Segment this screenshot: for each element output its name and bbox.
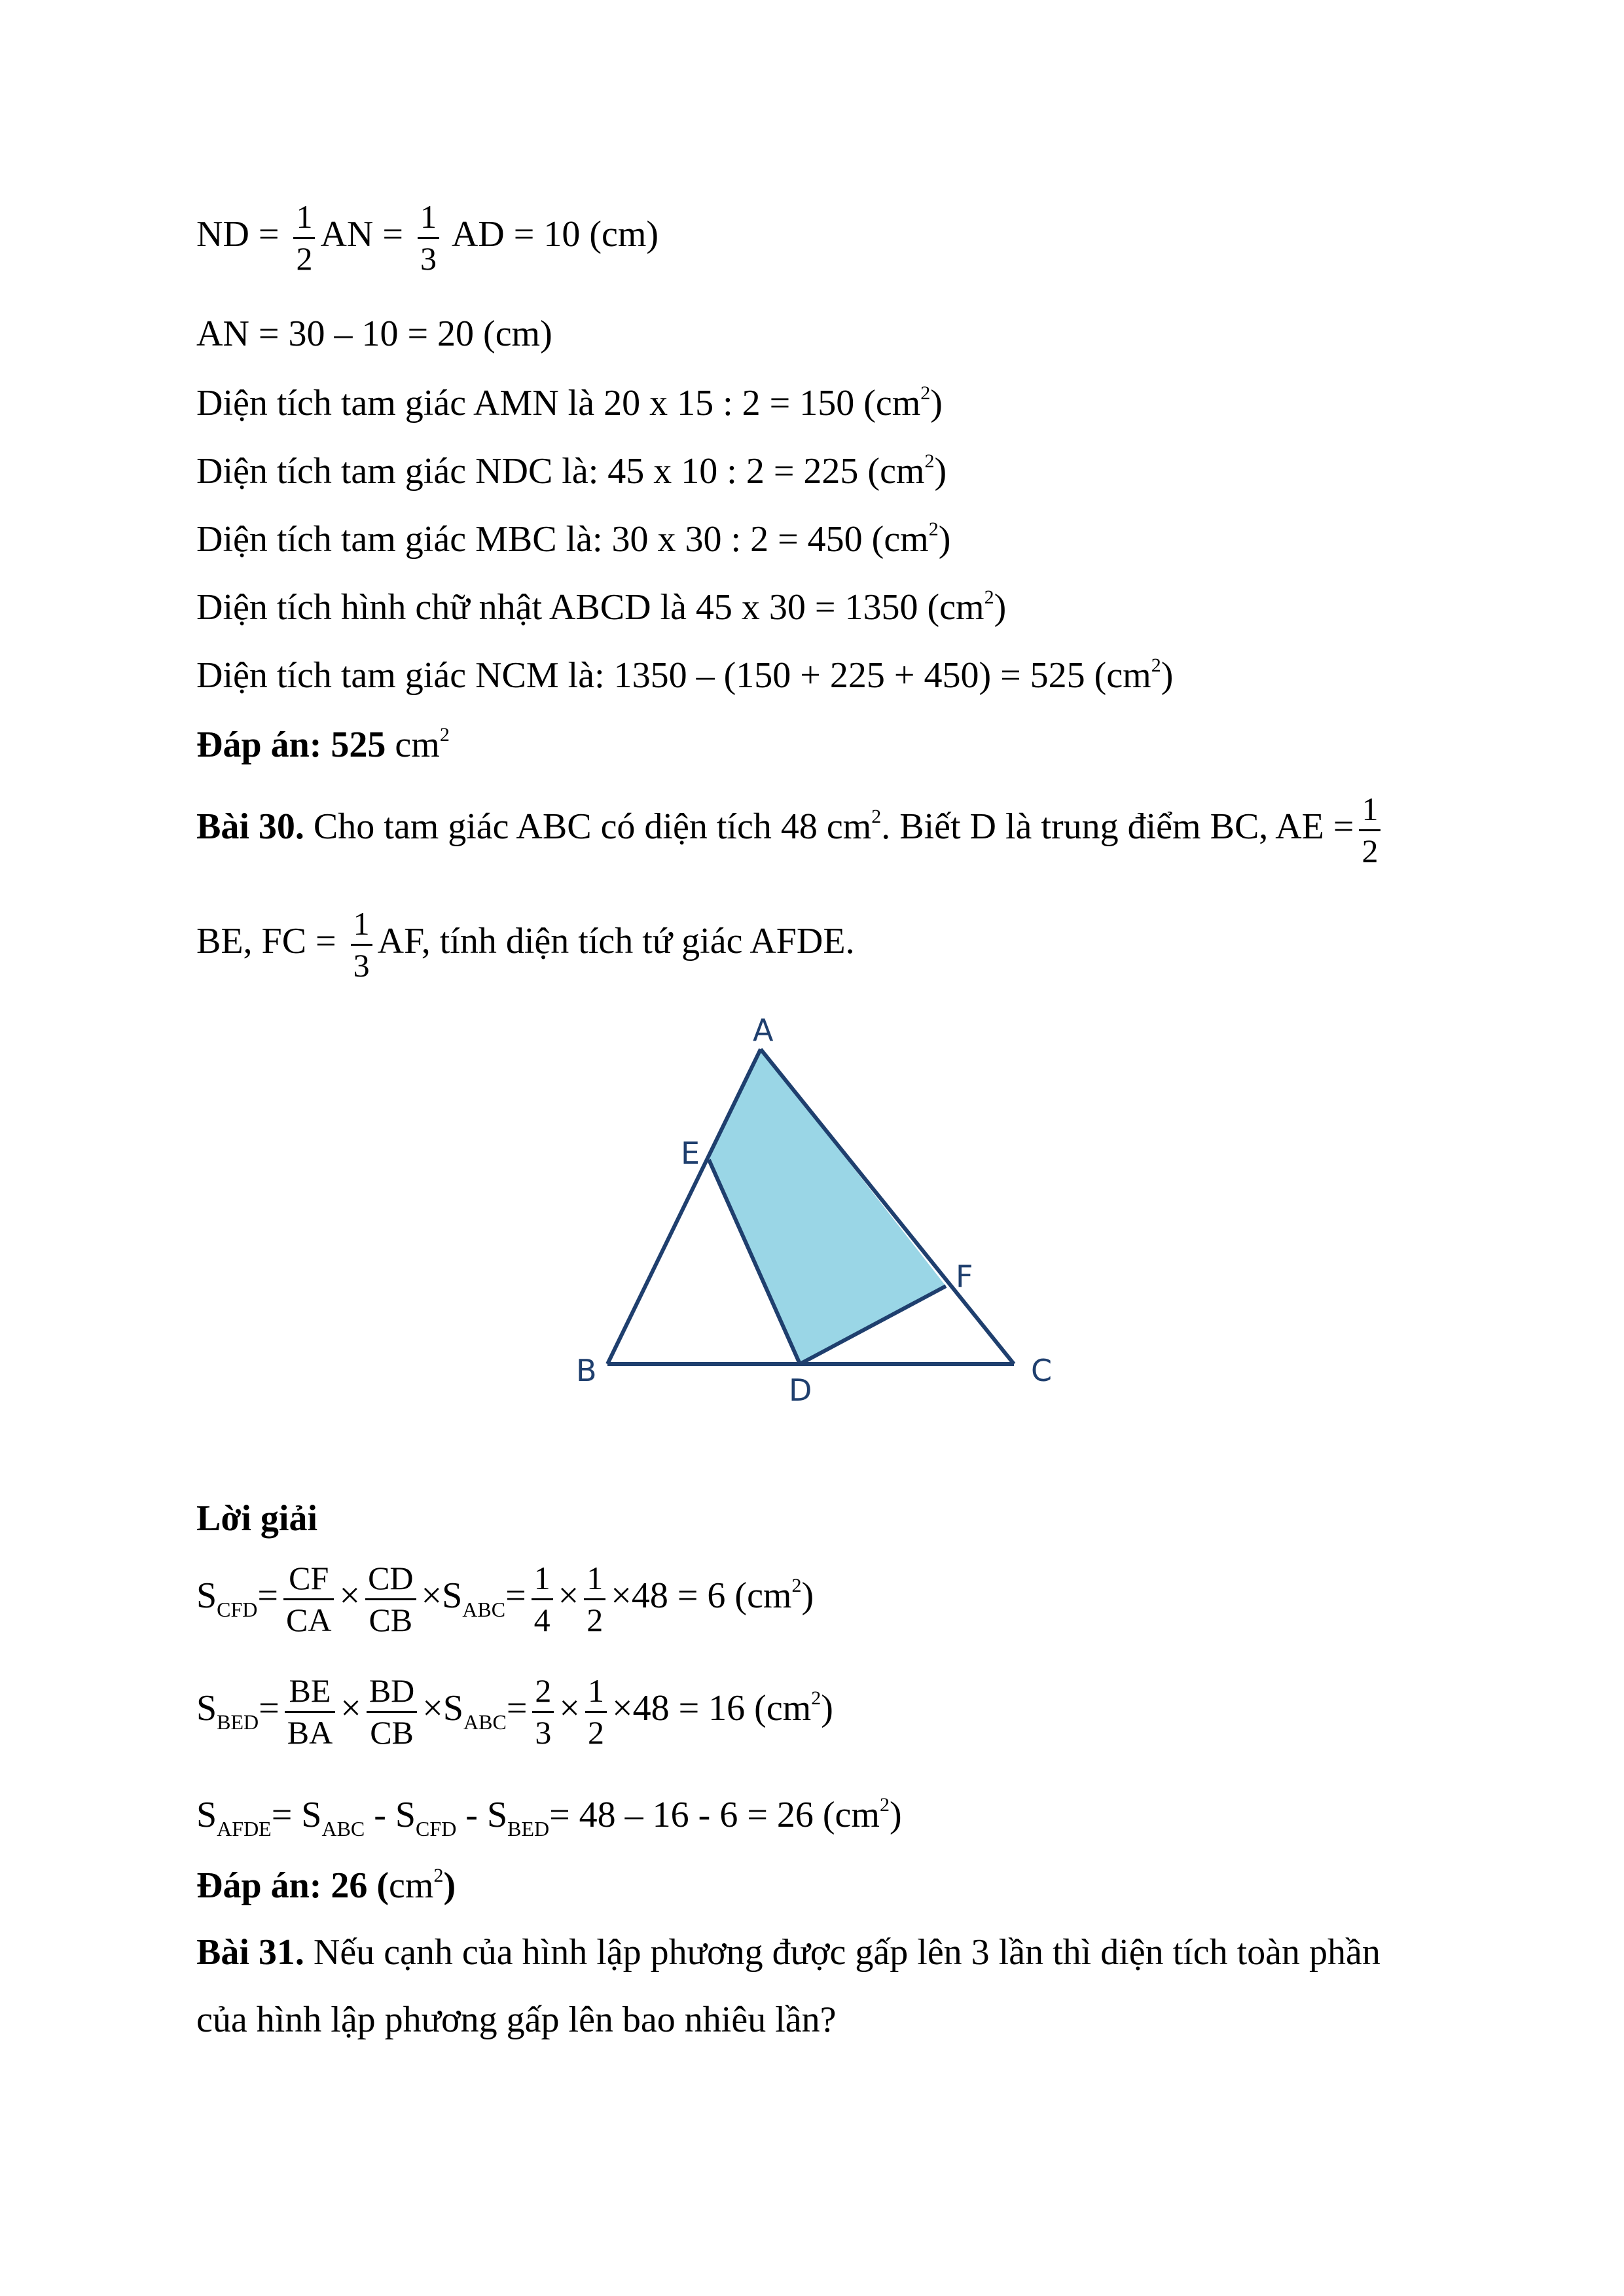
fraction (285, 1674, 335, 1749)
denominator: CB (370, 1713, 414, 1751)
equation-text: = S (271, 1795, 322, 1835)
subscript: AFDE (217, 1817, 272, 1840)
s-afde-equation (196, 1794, 902, 1840)
subscript: BED (217, 1710, 259, 1734)
label-b: B (576, 1353, 597, 1388)
times: × (422, 1687, 443, 1729)
equation-text: - S (365, 1795, 416, 1835)
numerator: CD (365, 1561, 416, 1600)
superscript: 2 (920, 382, 931, 404)
area-text: Diện tích hình chữ nhật ABCD là 45 x 30 = 1350 (cm (196, 587, 984, 628)
area-text: Diện tích tam giác NDC là: 45 x 10 : 2 = 225 (cm (196, 451, 925, 492)
nd-text: ND = (196, 213, 289, 255)
paren: ) (930, 383, 943, 423)
problem-text: AF, tính diện tích tứ giác AFDE. (377, 920, 855, 961)
numerator: 2 (532, 1674, 554, 1713)
numerator: CF (283, 1561, 334, 1600)
label-c: C (1031, 1353, 1053, 1388)
answer-30 (196, 1867, 456, 1904)
subscript: CFD (217, 1597, 258, 1621)
problem-text: . Biết D là trung điểm BC, AE = (881, 806, 1354, 847)
heading-text: Lời giải (196, 1498, 318, 1539)
problem-text: Cho tam giác ABC có diện tích 48 cm (304, 806, 872, 847)
numerator: 1 (293, 200, 315, 239)
denominator: 3 (353, 946, 370, 984)
problem-label: Bài 30. (196, 806, 304, 847)
numerator: 1 (585, 1674, 607, 1713)
s-cfd-equation (196, 1561, 814, 1637)
s-symbol: S (196, 1575, 217, 1616)
s-symbol: S (442, 1687, 464, 1729)
paren: ) (821, 1687, 833, 1729)
denominator: 2 (296, 240, 313, 277)
superscript: 2 (439, 724, 450, 745)
ad-text: AD = 10 (cm) (444, 213, 659, 255)
superscript: 2 (924, 450, 935, 472)
subscript: ABC (462, 1597, 506, 1621)
times: × (558, 1575, 579, 1616)
paren: ) (1161, 655, 1174, 696)
numerator: BD (367, 1674, 417, 1713)
subscript: CFD (416, 1817, 457, 1840)
superscript: 2 (871, 805, 882, 827)
times: × (421, 1575, 442, 1616)
fraction (283, 1561, 334, 1637)
area-text: Diện tích tam giác AMN là 20 x 15 : 2 = 150 (cm (196, 383, 921, 423)
equals: = (259, 1687, 280, 1729)
s-symbol: S (196, 1795, 217, 1835)
label-a: A (753, 1013, 774, 1048)
solution-heading (196, 1500, 317, 1537)
denominator: BA (287, 1713, 333, 1751)
superscript: 2 (791, 1574, 802, 1596)
label-f: F (956, 1259, 973, 1294)
numerator: 1 (532, 1561, 553, 1600)
equation-text: - S (456, 1795, 508, 1835)
numerator: 1 (1359, 792, 1380, 831)
paren: ) (889, 1795, 902, 1835)
equals: = (257, 1575, 278, 1616)
superscript: 2 (879, 1794, 890, 1816)
times: × (559, 1687, 581, 1729)
times: × (340, 1687, 361, 1729)
fraction (584, 1561, 605, 1637)
denominator: 2 (588, 1713, 605, 1751)
fraction (367, 1674, 417, 1749)
fraction (365, 1561, 416, 1637)
unit: cm (389, 1865, 434, 1906)
denominator: CA (286, 1601, 332, 1638)
quadrilateral-afde (709, 1049, 946, 1364)
denominator: 2 (586, 1601, 604, 1638)
paren: ) (443, 1865, 456, 1906)
area-text: Diện tích tam giác MBC là: 30 x 30 : 2 = 450 (cm (196, 519, 929, 560)
numerator: BE (285, 1674, 335, 1713)
s-symbol: S (196, 1687, 217, 1729)
problem-text: BE, FC = (196, 920, 346, 961)
denominator: CB (369, 1601, 413, 1638)
fraction (532, 1561, 553, 1637)
an-text: AN = (320, 213, 412, 255)
numerator: 1 (351, 906, 372, 946)
superscript: 2 (1151, 655, 1161, 676)
numerator: 1 (418, 200, 439, 239)
paren: ) (994, 587, 1007, 628)
result-text: ×48 = 6 (cm (611, 1575, 792, 1616)
subscript: ABC (463, 1710, 507, 1734)
label-d: D (789, 1372, 812, 1408)
bai31-line1 (196, 1934, 1380, 1971)
times: × (339, 1575, 361, 1616)
problem-text: Nếu cạnh của hình lập phương được gấp lên 3 lần thì diện tích toàn phần (304, 1932, 1380, 1973)
paren: ) (938, 519, 951, 560)
s-symbol: S (442, 1575, 463, 1616)
an-equation: AN = 30 – 10 = 20 (cm) (196, 314, 552, 354)
superscript: 2 (984, 586, 994, 608)
superscript: 2 (811, 1687, 821, 1709)
numerator: 1 (584, 1561, 605, 1600)
fraction (585, 1674, 607, 1749)
paren: ) (934, 451, 947, 492)
denominator: 4 (533, 1601, 550, 1638)
denominator: 3 (535, 1713, 552, 1751)
superscript: 2 (928, 518, 939, 540)
label-e: E (681, 1136, 700, 1171)
problem-label: Bài 31. (196, 1932, 304, 1973)
result-text: ×48 = 16 (cm (612, 1687, 812, 1729)
denominator: 3 (420, 240, 437, 277)
paren: ) (801, 1575, 814, 1616)
area-text: Diện tích tam giác NCM là: 1350 – (150 + 225 + 450) = 525 (cm (196, 655, 1151, 696)
denominator: 2 (1362, 832, 1379, 869)
fraction (532, 1674, 554, 1749)
equals: = (506, 1687, 528, 1729)
superscript: 2 (433, 1865, 444, 1886)
bai31-line2: của hình lập phương gấp lên bao nhiêu lần? (196, 2000, 837, 2040)
subscript: ABC (321, 1817, 365, 1840)
equals: = (505, 1575, 526, 1616)
answer-label: Đáp án: 525 (196, 725, 386, 765)
s-bed-equation (196, 1674, 833, 1749)
unit: cm (386, 725, 440, 765)
result-text: = 48 – 16 - 6 = 26 (cm (549, 1795, 880, 1835)
answer-label: Đáp án: 26 ( (196, 1865, 389, 1906)
subscript: BED (507, 1817, 550, 1840)
